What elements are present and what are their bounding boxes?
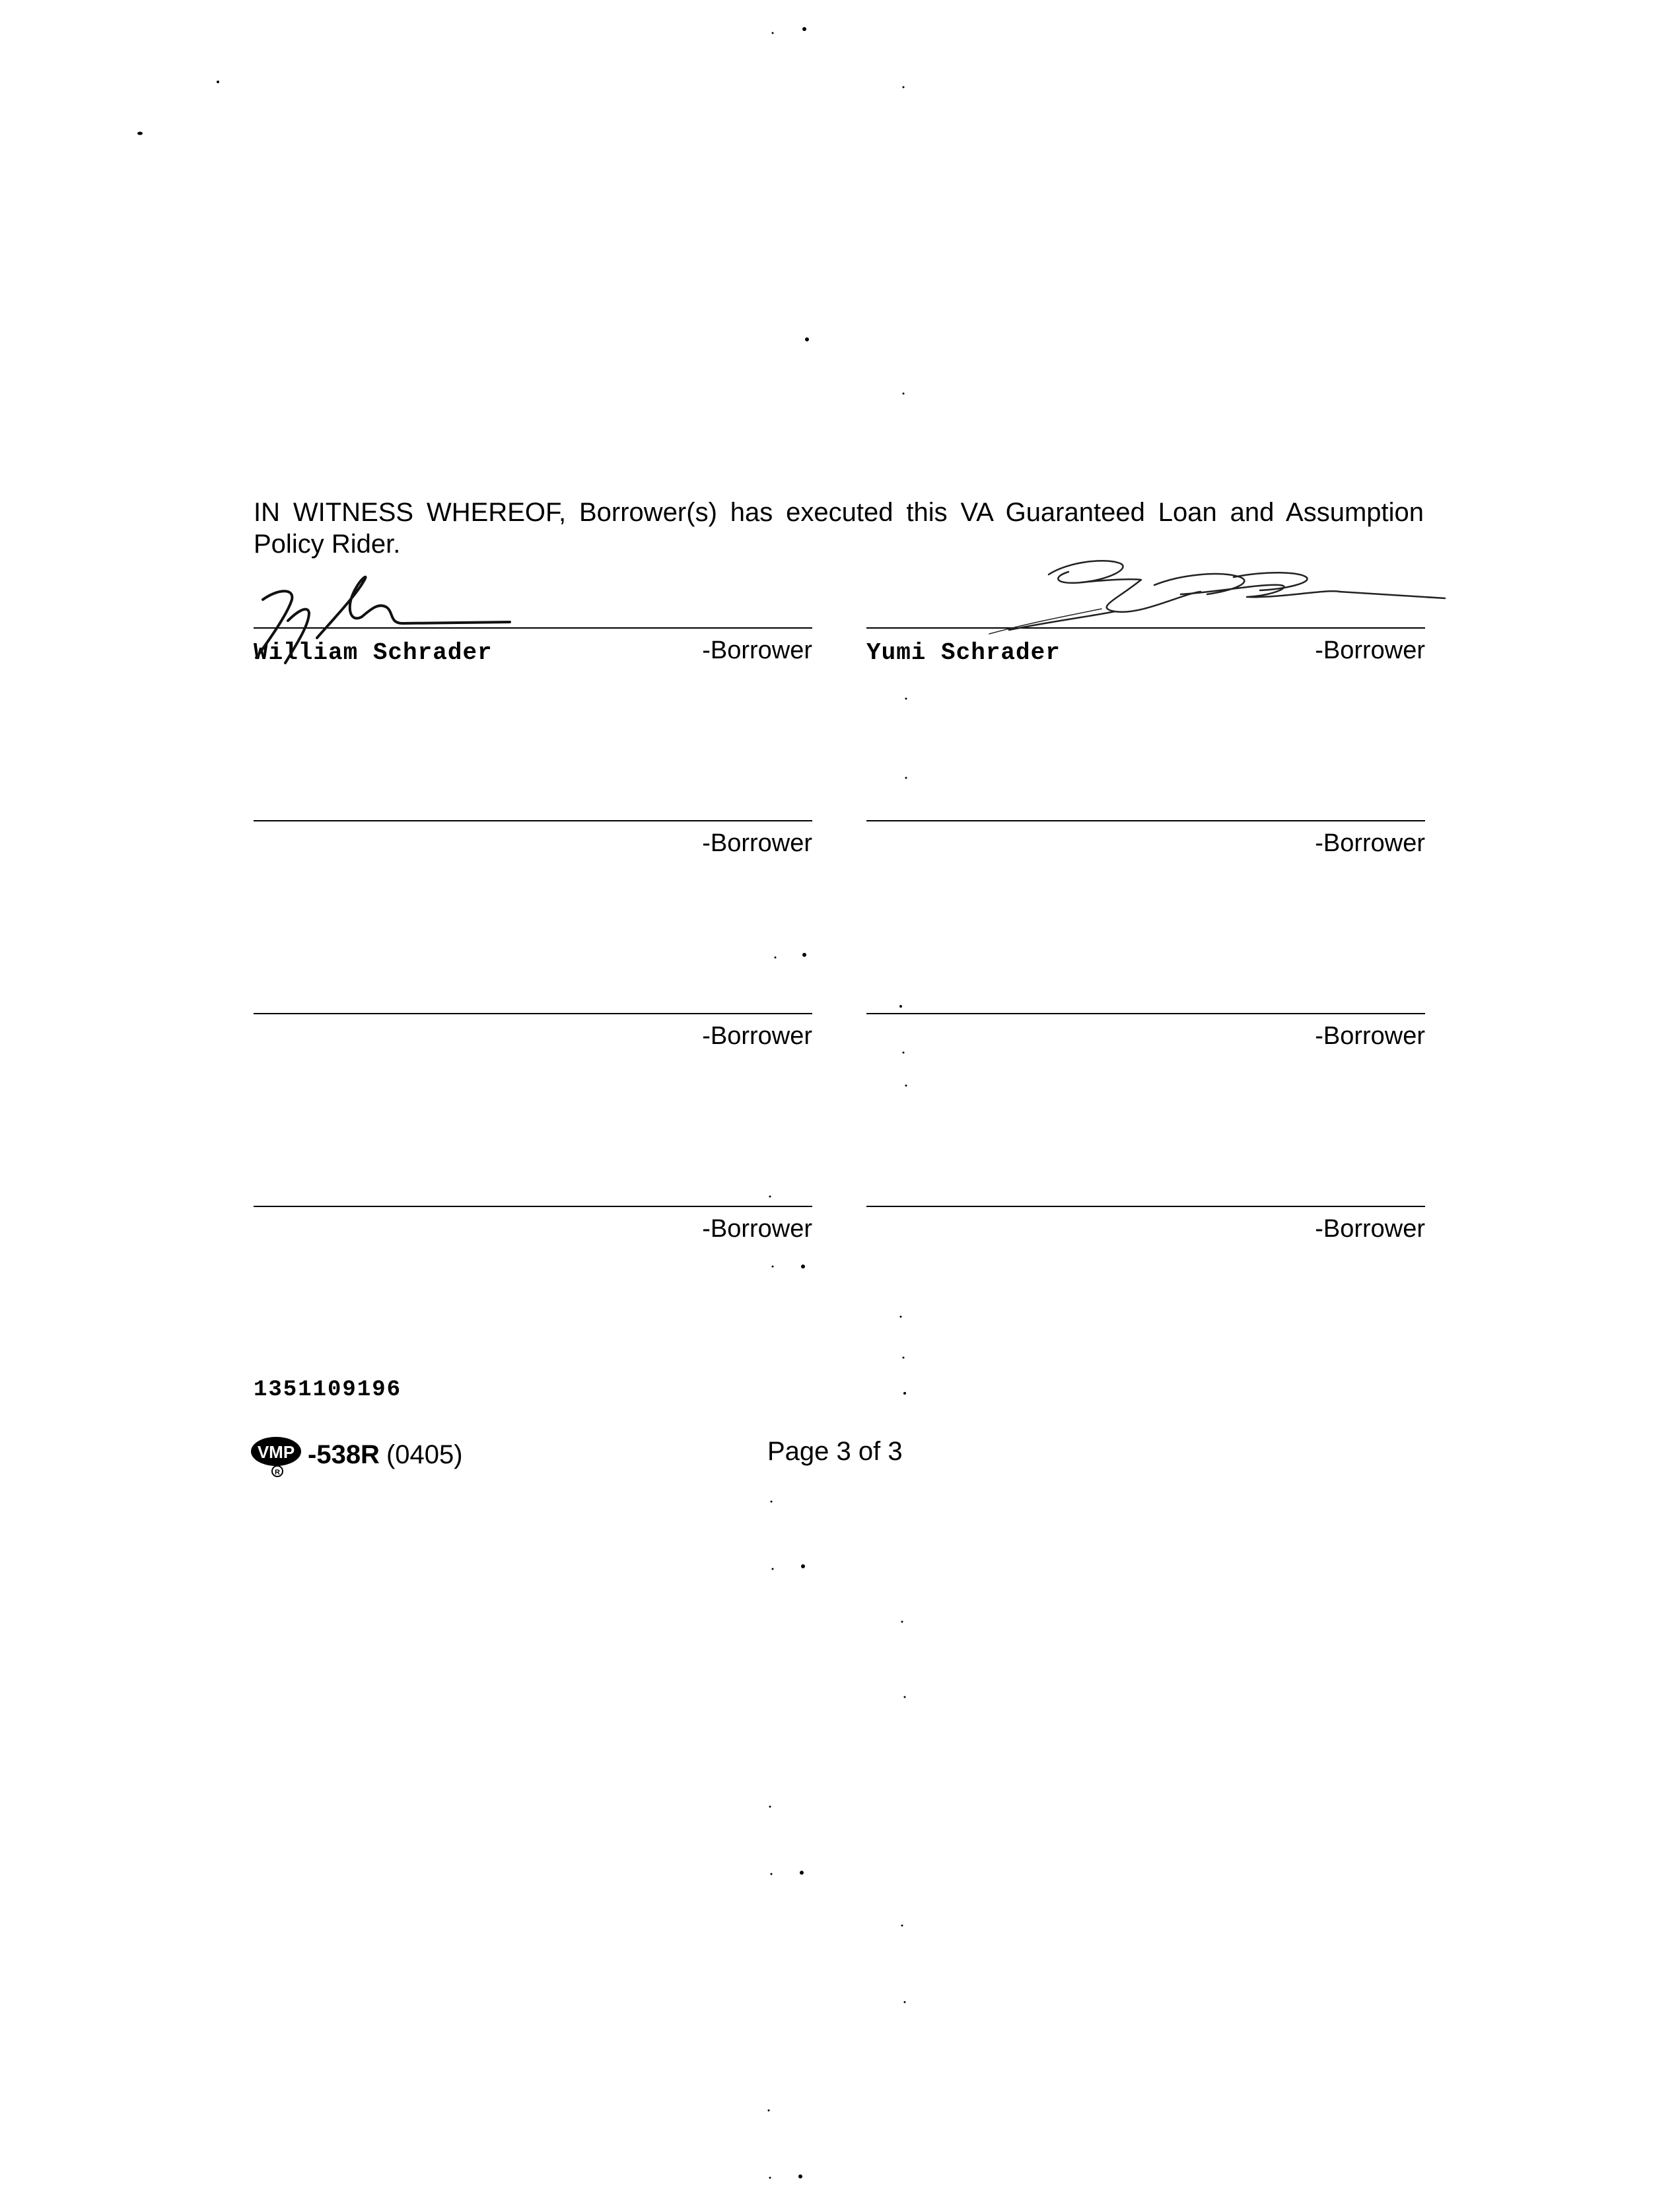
signer-name: William Schrader [254, 639, 493, 666]
signature-block-6 [866, 1013, 1425, 1092]
svg-text:R: R [275, 1469, 280, 1476]
signer-role-label: -Borrower [702, 829, 812, 857]
form-code: -538R [308, 1440, 380, 1469]
signature-line [866, 820, 1425, 821]
signature-block-4 [866, 820, 1425, 899]
signature-block-7 [254, 1206, 812, 1285]
signature-block-3 [254, 820, 812, 899]
signer-role-label: -Borrower [702, 1022, 812, 1050]
signature-line [254, 820, 812, 821]
signature-line [254, 1206, 812, 1207]
signature-line [866, 1013, 1425, 1014]
signer-role-label: -Borrower [1315, 1022, 1425, 1050]
loan-number: 1351109196 [254, 1377, 402, 1403]
signer-role-label: -Borrower [1315, 1215, 1425, 1243]
witness-clause: IN WITNESS WHEREOF, Borrower(s) has executed this VA Guaranteed Loan and Assumption Policy Rider. [254, 498, 1424, 559]
vmp-logo-text: VMP [257, 1442, 295, 1462]
handwritten-signature-william [251, 565, 528, 671]
signature-block-5 [254, 1013, 812, 1092]
handwritten-signature-yumi [983, 548, 1458, 641]
form-identifier [250, 1432, 463, 1478]
vmp-logo-icon [250, 1432, 306, 1478]
signature-line [254, 1013, 812, 1014]
signer-role-label: -Borrower [1315, 829, 1425, 857]
signature-block-8 [866, 1206, 1425, 1285]
signer-name: Yumi Schrader [866, 639, 1061, 666]
page-number: Page 3 of 3 [767, 1437, 903, 1466]
signer-role-label: -Borrower [1315, 637, 1425, 664]
signer-role-label: -Borrower [702, 1215, 812, 1243]
form-revision-date: (0405) [386, 1440, 463, 1469]
signature-line [866, 1206, 1425, 1207]
signer-role-label: -Borrower [702, 637, 812, 664]
